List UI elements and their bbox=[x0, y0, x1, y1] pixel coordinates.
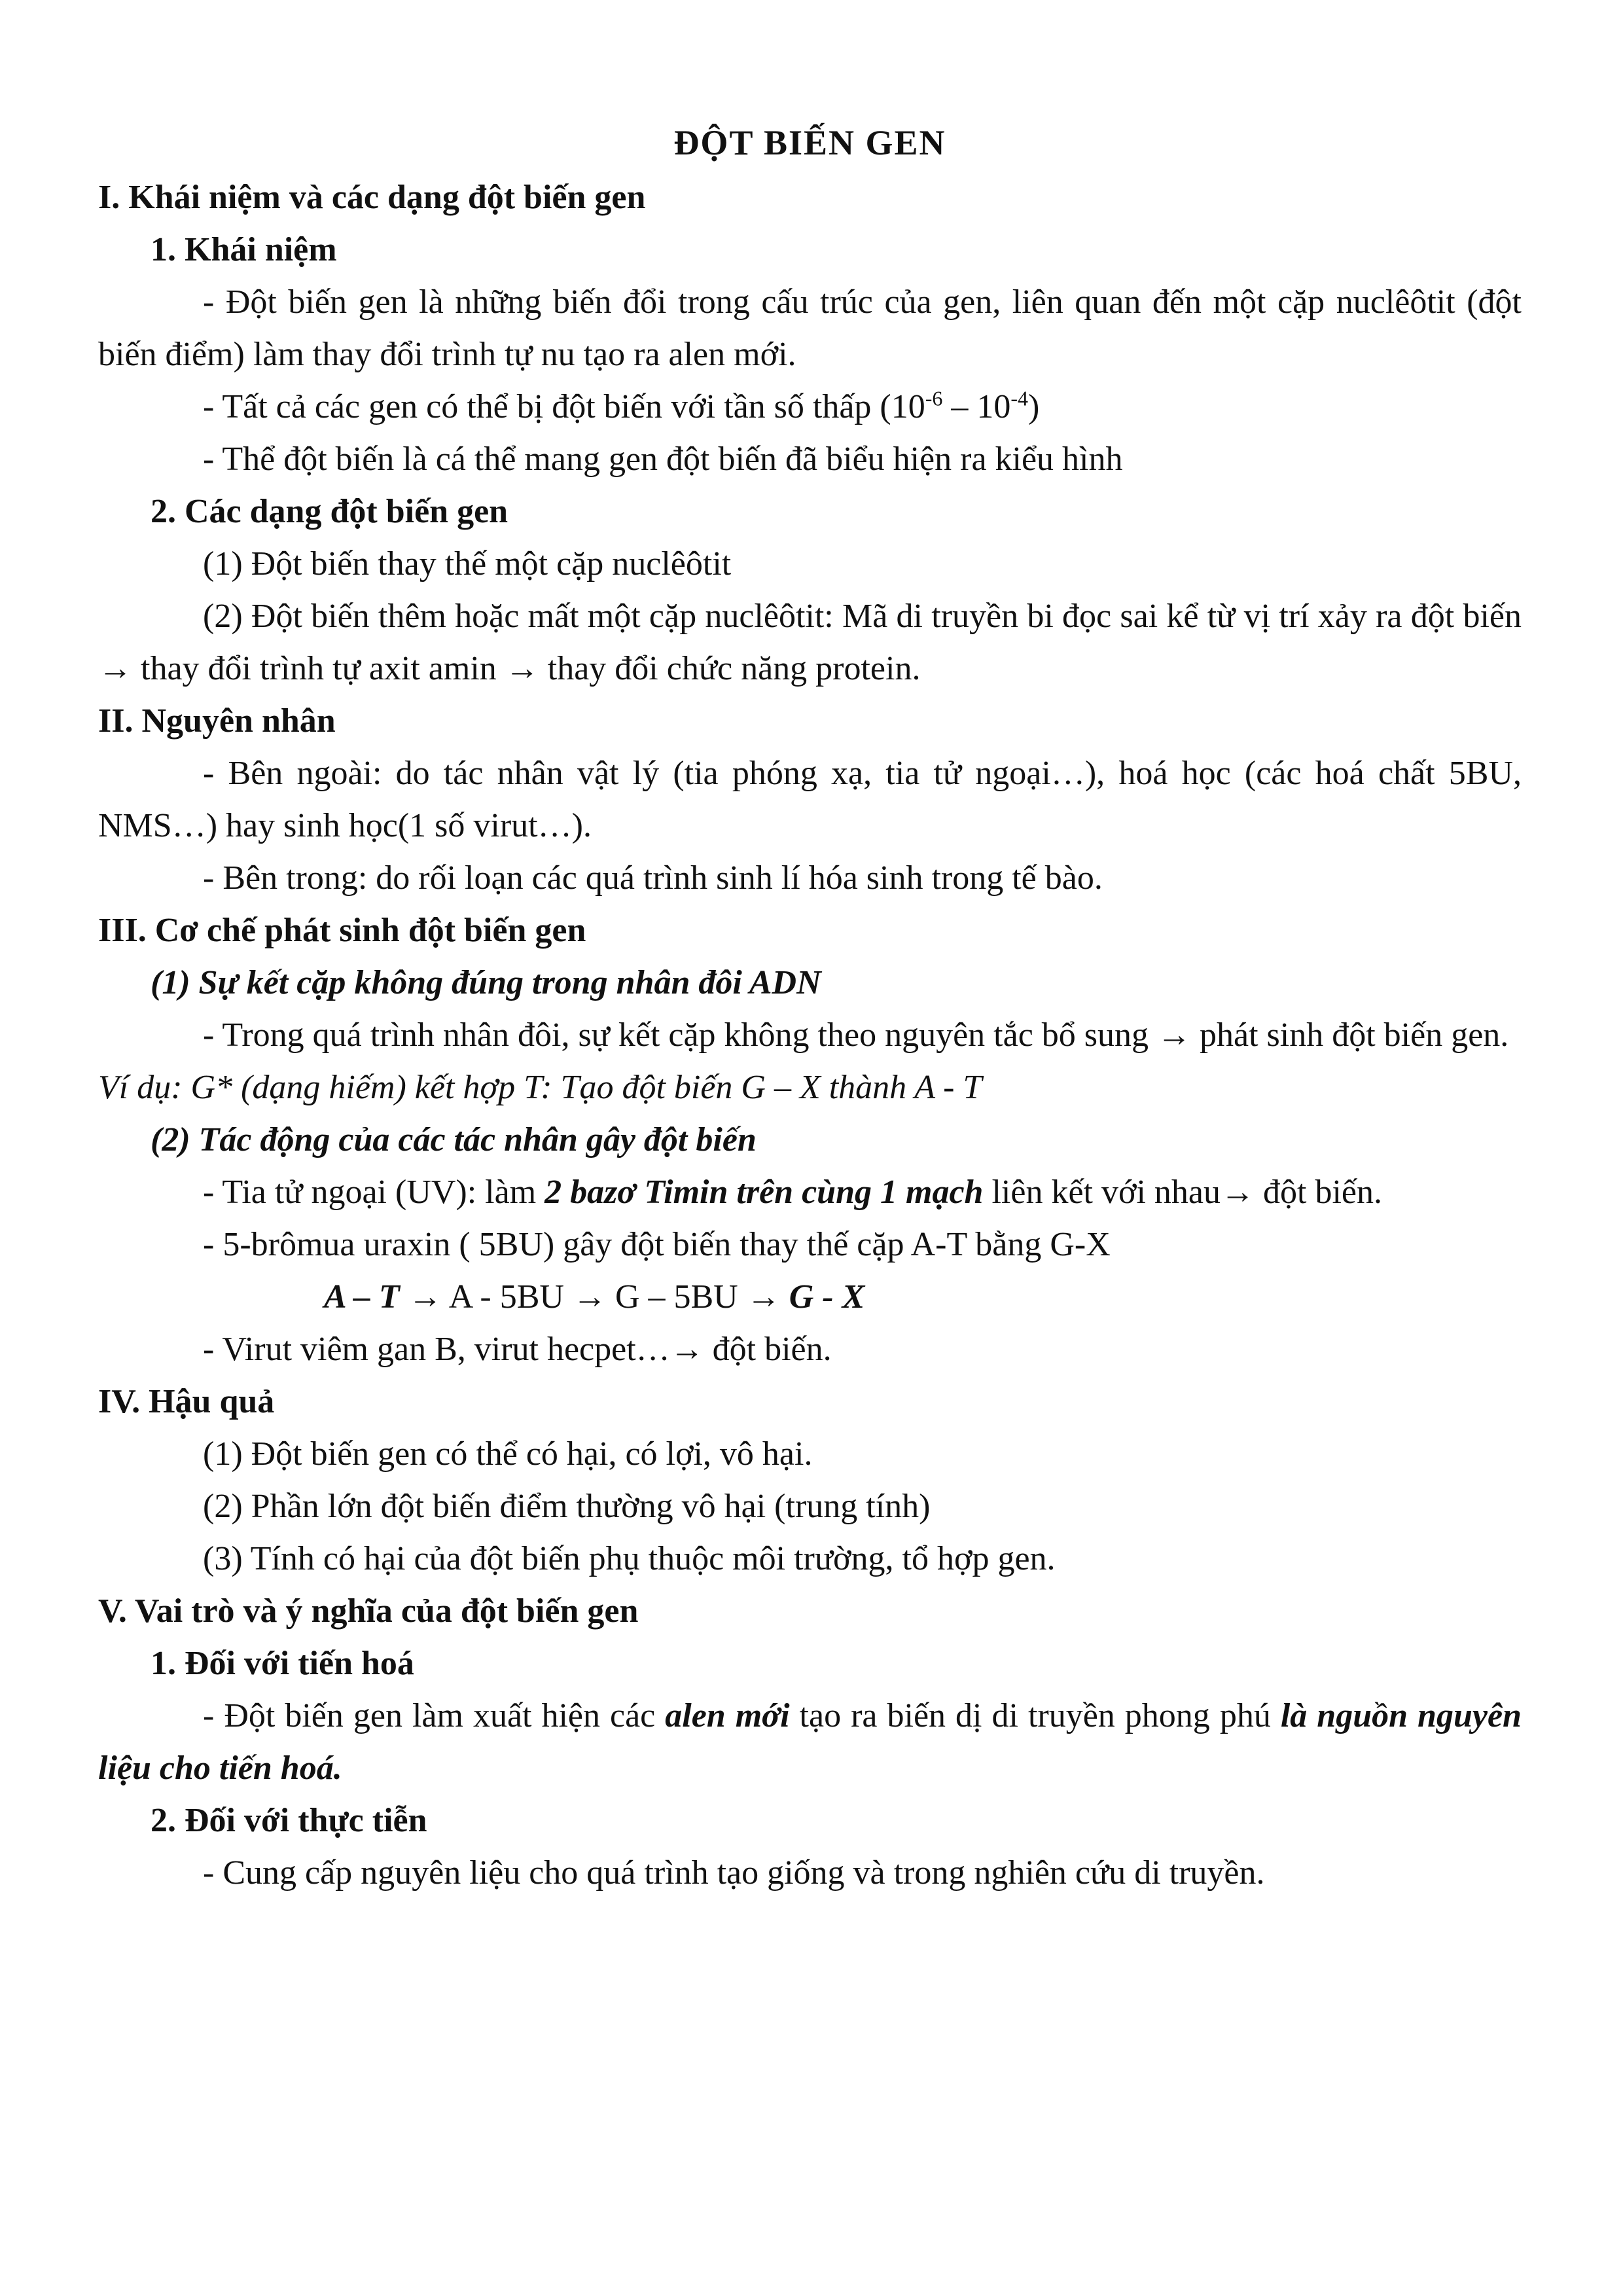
section-5-heading: V. Vai trò và ý nghĩa của đột biến gen bbox=[98, 1592, 639, 1630]
section-3-sub-1-heading: (1) Sự kết cặp không đúng trong nhân đôi ADN bbox=[151, 964, 821, 1001]
section-2-heading: II. Nguyên nhân bbox=[98, 702, 336, 740]
text-span: - Tia tử ngoại (UV): làm bbox=[203, 1174, 545, 1211]
section-3-paragraph-2 bbox=[98, 1166, 1522, 1219]
section-5-paragraph-1 bbox=[98, 1690, 1522, 1795]
section-4-paragraph-1: (1) Đột biến gen có thể có hại, có lợi, vô hại. bbox=[203, 1435, 813, 1473]
formula-end: G - X bbox=[789, 1278, 865, 1316]
section-3-paragraph-4: - Virut viêm gan B, virut hecpet…→ đột biến. bbox=[203, 1331, 832, 1368]
superscript: -4 bbox=[1010, 386, 1029, 410]
mutation-formula bbox=[98, 1271, 1522, 1323]
section-3-example: Ví dụ: G* (dạng hiếm) kết hợp T: Tạo đột biến G – X thành A - T bbox=[98, 1069, 982, 1106]
section-1-heading: I. Khái niệm và các dạng đột biến gen bbox=[98, 179, 646, 216]
section-3-paragraph-1: - Trong quá trình nhân đôi, sự kết cặp không theo nguyên tắc bổ sung → phát sinh đột biến gen. bbox=[203, 1016, 1509, 1054]
section-1-sub-2-heading: 2. Các dạng đột biến gen bbox=[151, 493, 508, 530]
section-4-paragraph-3: (3) Tính có hại của đột biến phụ thuộc môi trường, tổ hợp gen. bbox=[203, 1540, 1056, 1577]
text-span: - Đột biến gen làm xuất hiện các bbox=[203, 1697, 666, 1734]
emphasis-text: 2 bazơ Timin trên cùng 1 mạch bbox=[544, 1174, 984, 1211]
text-span: ) bbox=[1028, 388, 1040, 425]
section-1-paragraph-2 bbox=[98, 381, 1522, 433]
document-title: ĐỘT BIẾN GEN bbox=[673, 123, 946, 162]
section-3-paragraph-3: - 5-brômua uraxin ( 5BU) gây đột biến thay thế cặp A-T bằng G-X bbox=[203, 1226, 1111, 1263]
section-1-paragraph-1: - Đột biến gen là những biến đổi trong cấu trúc của gen, liên quan đến một cặp nuclêôtit (đột biến điểm) làm thay đổi trình tự nu tạo ra alen mới. bbox=[98, 283, 1522, 373]
section-2-paragraph-2: - Bên trong: do rối loạn các quá trình sinh lí hóa sinh trong tế bào. bbox=[203, 859, 1103, 897]
section-1-paragraph-5: (2) Đột biến thêm hoặc mất một cặp nuclêôtit: Mã di truyền bi đọc sai kể từ vị trí xảy ra đột biến → thay đổi trình tự axit amin → thay đổi chức năng protein. bbox=[98, 598, 1522, 687]
section-4-paragraph-2: (2) Phần lớn đột biến điểm thường vô hại (trung tính) bbox=[203, 1488, 931, 1525]
superscript: -6 bbox=[925, 386, 943, 410]
section-3-sub-2-heading: (2) Tác động của các tác nhân gây đột biến bbox=[151, 1121, 757, 1158]
section-5-sub-2-heading: 2. Đối với thực tiễn bbox=[151, 1802, 427, 1839]
section-1-sub-1-heading: 1. Khái niệm bbox=[151, 231, 337, 268]
text-span: tạo ra biến dị di truyền phong phú bbox=[789, 1697, 1281, 1734]
text-span: liên kết với nhau→ đột biến. bbox=[983, 1174, 1382, 1211]
emphasis-text: alen mới bbox=[665, 1697, 790, 1734]
formula-middle: → A - 5BU → G – 5BU → bbox=[399, 1278, 789, 1316]
emphasis-text: là nguồn nguyên liệu cho tiến hoá. bbox=[98, 1697, 1522, 1787]
section-2-paragraph-1: - Bên ngoài: do tác nhân vật lý (tia phóng xạ, tia tử ngoại…), hoá học (các hoá chất 5BU, NMS…) hay sinh học(1 số virut…). bbox=[98, 755, 1522, 844]
section-5-sub-1-heading: 1. Đối với tiến hoá bbox=[151, 1645, 414, 1682]
text-span: – 10 bbox=[942, 388, 1011, 425]
section-1-paragraph-3: - Thể đột biến là cá thể mang gen đột biến đã biểu hiện ra kiểu hình bbox=[203, 440, 1123, 478]
formula-start: A – T bbox=[324, 1278, 400, 1316]
section-1-paragraph-4: (1) Đột biến thay thế một cặp nuclêôtit bbox=[203, 545, 732, 583]
section-4-heading: IV. Hậu quả bbox=[98, 1383, 275, 1420]
text-span: - Tất cả các gen có thể bị đột biến với tần số thấp (10 bbox=[203, 388, 925, 425]
section-5-paragraph-2: - Cung cấp nguyên liệu cho quá trình tạo giống và trong nghiên cứu di truyền. bbox=[203, 1854, 1265, 1892]
section-3-heading: III. Cơ chế phát sinh đột biến gen bbox=[98, 912, 586, 949]
